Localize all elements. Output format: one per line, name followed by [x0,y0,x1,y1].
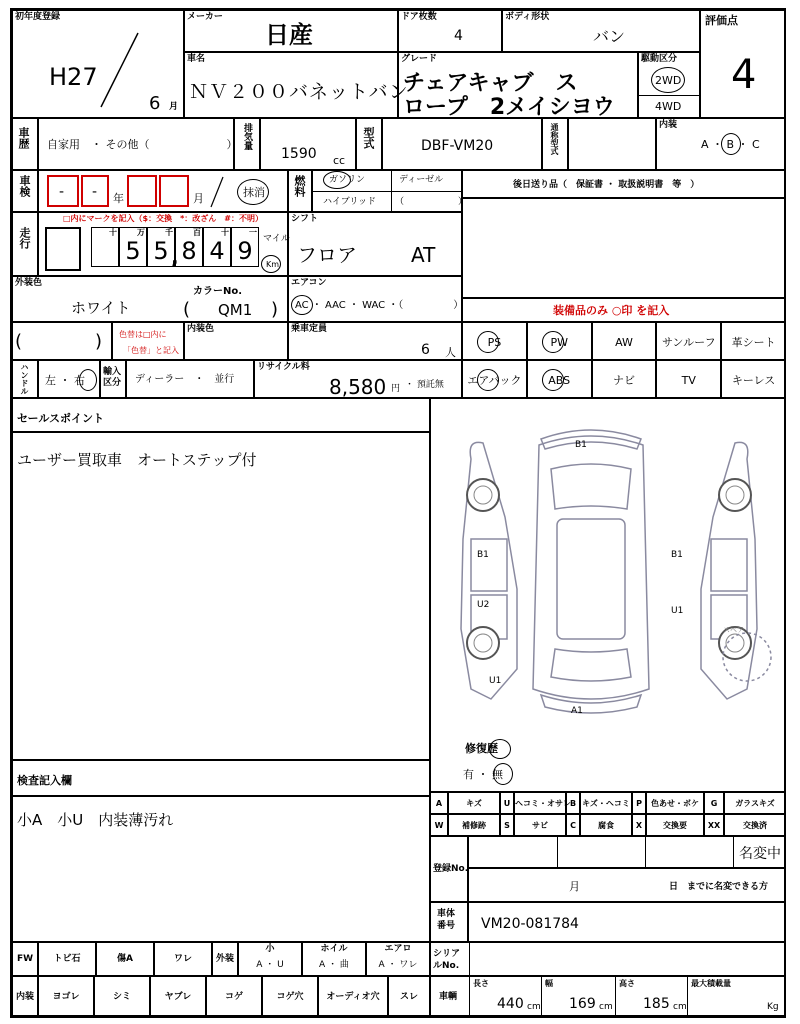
fuel-cell [312,170,468,212]
fuel-diesel: ディーゼル [399,175,444,185]
equipment-label: PS [487,336,502,349]
int-item-text: スレ [399,992,418,1002]
legend-cell [514,792,571,814]
history-cell [38,118,238,170]
notes-text: 小A 小U 内装薄汚れ [17,811,174,829]
mileage-unit-label: 千 [165,228,173,237]
score-cell [700,10,786,118]
equipment-grid [462,322,786,398]
equipment-item [527,322,592,360]
color-note-2: 「色替」と記入 [123,346,179,355]
shift-cell [288,212,462,276]
int-item-text: ヤブレ [164,992,192,1002]
shift-value: フロア [297,243,357,267]
ext-group-value: A ・ 曲 [319,960,349,970]
fw-item [154,942,212,976]
fuel-gasoline: ガソリン [329,175,366,185]
equipment-item [462,322,527,360]
common-model-label: 通称型式 [550,123,559,155]
mileage-first-box [45,227,81,271]
int-item [206,976,262,1016]
mileage-cell [38,212,288,276]
recycle-value: 8,580 [329,375,387,399]
recycle-deposit: ・ 預託無 [405,380,444,390]
legend-cell [704,792,724,814]
int-item-text: コゲ穴 [276,992,304,1002]
int-item [388,976,430,1016]
equipment-label: PW [550,336,568,349]
docs-area [462,198,786,298]
equipment-item [721,322,786,360]
max-load-unit: Kg [767,1002,779,1012]
legend-cell [566,814,580,836]
import-cell [126,360,254,398]
int-item [38,976,94,1016]
repair-label-circle [489,739,511,759]
legend-cell [724,814,786,836]
common-model-label-cell [542,118,568,170]
color-change-note [112,322,184,360]
body-cell [502,10,700,52]
legend-text: 色あせ・ボケ [651,799,699,808]
capacity-cell [288,322,462,360]
color-no-label: カラーNo. [193,286,243,297]
equipment-item [656,360,721,398]
interior-color-label: 内装色 [187,324,215,334]
legend-cell [632,814,646,836]
fw-row [12,942,430,976]
model-label: 型式 [362,127,375,149]
exterior-label: 外装色 [15,278,43,288]
equipment-item [592,322,657,360]
fuel-label: 燃料 [293,175,306,197]
left-front-wheel [467,479,499,511]
model-value: DBF-VM20 [421,138,494,154]
grade-cell [398,52,638,118]
body-value: バン [593,27,626,46]
first-registration-cell [12,10,184,118]
rear-bumper [541,695,641,713]
aircon-label: エアコン [291,278,327,288]
equipment-check-circle [477,369,499,391]
mark-left-quarter: U1 [489,676,502,686]
interior-color-cell [184,322,288,360]
legend-cell [500,814,514,836]
fuel-hybrid: ハイブリッド [323,197,377,207]
int-item [94,976,150,1016]
mileage-digit-box: 5 [119,227,147,267]
damage-legend [430,792,786,836]
drive-label: 駆動区分 [641,54,678,64]
ext-group [238,942,302,976]
fw-label [12,942,38,976]
legend-text: G [710,799,718,808]
fw-item [96,942,154,976]
repair-none-circle [493,763,513,785]
car-top-body [533,436,649,699]
chassis-label: 車体番号 [437,909,456,931]
insp-year-unit: 年 [113,192,124,205]
auction-sheet [10,8,786,1018]
legend-text: S [504,821,510,830]
equipment-title: 装備品のみ ○印 を記入 [553,304,670,317]
reg-no-label-cell [430,836,468,902]
equipment-check-circle [477,331,499,353]
legend-text: A [435,799,443,808]
legend-text: キズ [466,799,482,808]
handle-right-circle [79,369,97,391]
mileage-unit-label: 十 [221,228,229,237]
ext-group [302,942,366,976]
color-no-value: QM1 [218,301,253,319]
int-item [318,976,388,1016]
legend-cell [646,792,704,814]
car-windshield [551,464,631,509]
insp-box-1: - [47,175,79,207]
car-roof [557,519,625,639]
left-door-front [471,539,507,591]
equipment-item [592,360,657,398]
legend-text: 腐食 [598,821,614,830]
equipment-item [721,360,786,398]
legend-text: U [503,799,511,808]
fuel-gas-circle [323,171,351,189]
drive-cell [638,52,700,118]
height-value: 185 [643,996,670,1012]
equipment-item [462,360,527,398]
mileage-digit-box: 5 [147,227,175,267]
capacity-label: 乗車定員 [291,324,328,334]
legend-text: ヘコミ・オサレ [515,799,571,808]
equipment-label: キーレス [731,374,776,387]
fw-item [38,942,96,976]
legend-cell [580,792,632,814]
serial-label: シリアルNo. [433,949,461,971]
left-rear-wheel [467,627,499,659]
sales-label: セールスポイント [17,412,105,425]
docs-cell [462,170,786,198]
legend-text: W [434,821,444,830]
notes-label: 検査記入欄 [17,774,72,787]
inspection-label: 車検 [18,175,31,197]
legend-cell [566,792,580,814]
max-load-label: 最大積載量 [691,979,731,988]
mile-label: マイル [263,234,290,244]
ext-group-value: A ・ ワレ [378,960,418,970]
chassis-label-cell [430,902,468,942]
body-label: ボディ形状 [505,12,550,22]
interior-label: 内装 [659,120,678,130]
interior-grade-cell [656,118,786,170]
insp-expired: 抹消 [243,186,265,199]
car-diagram [431,399,787,793]
legend-cell [500,792,514,814]
deadline-month: 月 [569,880,580,893]
dimensions-label: 車輌 [439,992,458,1002]
length-unit: cm [527,1002,541,1012]
mileage-note: □内にマークを記入（$：交換 *：改ざん #：不明） [63,214,264,223]
notes-label-cell [12,760,430,796]
legend-cell [646,814,704,836]
drive-4wd: 4WD [655,100,682,113]
ext-group-title: ホイル [320,944,348,954]
legend-text: キズ・ヘコミ [582,799,630,808]
color-note-1: 色替は□内に [119,330,167,339]
fw-label-text: FW [16,954,34,964]
import-value: ディーラー ・ 並行 [135,374,235,385]
width-label: 幅 [545,979,553,988]
sales-area [12,432,430,760]
reg-month-unit: 月 [169,102,179,112]
maker-value: 日産 [265,21,313,49]
interior-value: A ・ B ・ C [701,138,760,151]
legend-text: 交換要 [663,821,687,830]
fw-item-text: ワレ [173,954,192,964]
deadline-text: 日 までに名変できる方 [669,882,769,892]
drive-2wd: 2WD [655,74,682,87]
aircon-cell [288,276,462,322]
equipment-title-cell [462,298,786,322]
legend-text: 補修跡 [462,821,486,830]
inspection-label-cell [12,170,38,212]
equipment-label: ナビ [612,374,635,387]
km-circle [261,255,281,273]
common-model-cell [568,118,656,170]
mileage-unit-label: 万 [137,228,145,237]
equipment-check-circle [542,369,564,391]
color-change-box: ( ) [12,322,112,360]
capacity-value: 6 [421,342,430,358]
legend-text: ガラスキズ [735,799,775,808]
int-item [150,976,206,1016]
legend-text: B [569,799,577,808]
km-label: Km [266,260,280,269]
equipment-label: サンルーフ [661,336,716,349]
import-label: 輸入区分 [103,367,122,388]
mark-front: A1 [571,706,583,716]
legend-cell [724,792,786,814]
car-diagram-panel [430,398,786,792]
reg-no-label: 登録No. [433,864,469,874]
doors-value: 4 [454,28,463,44]
reg-month: 6 [149,93,161,114]
sales-label-cell [12,398,430,432]
interior-damage-row [12,976,430,1016]
int-label [12,976,38,1016]
mileage-digit-box: 4 [203,227,231,267]
model-cell [382,118,542,170]
equipment-label: AW [615,336,633,349]
fw-item-text: 傷A [117,954,133,964]
history-value: 自家用 ・ その他（ ） [47,138,238,151]
recycle-cell [254,360,462,398]
first-reg-label: 初年度登録 [15,12,61,22]
mileage-label: 走行 [18,227,31,249]
shift-type: AT [411,243,436,267]
insp-box-4 [159,175,189,207]
maker-cell [184,10,398,52]
docs-text: 後日送り品（ 保証書 ・ 取扱説明書 等 ） [513,180,700,190]
legend-cell [704,814,724,836]
recycle-label: リサイクル料 [257,362,310,372]
legend-cell [430,814,448,836]
ext-label-text: 外装 [215,954,234,964]
width-value: 169 [569,996,596,1012]
legend-text: X [635,821,643,830]
notes-area [12,796,430,942]
spare-label: スペア [723,626,744,634]
int-item [262,976,318,1016]
sales-text: ユーザー買取車 オートステップ付 [17,451,257,469]
legend-cell [448,814,500,836]
legend-text: XX [707,821,721,830]
legend-text: 交換済 [743,821,767,830]
deadline-cell [468,868,786,902]
legend-text: P [636,799,642,808]
mileage-label-cell [12,212,38,276]
exterior-value: ホワイト [71,299,131,317]
int-item-text: オーディオ穴 [326,992,380,1002]
car-name-cell [184,52,409,118]
exterior-color-cell: 外装色 ホワイト カラーNo. ( QM1 ) [12,276,288,322]
equipment-label: ABS [548,374,571,387]
aircon-ac-circle [291,295,313,315]
handle-label: ハンドル [20,363,29,395]
mileage-comma: , [171,245,179,269]
handle-value: 左 ・ 右 [45,374,85,387]
chassis-value: VM20-081784 [481,916,579,932]
mileage-unit-label: 一 [249,228,257,237]
int-label-text: 内装 [15,992,34,1002]
width-unit: cm [599,1002,613,1012]
handle-label-cell [12,360,38,398]
int-item-text: シミ [112,992,131,1002]
displacement-label: 排気量 [242,123,252,150]
int-item-text: コゲ [224,992,243,1002]
length-label: 長さ [473,979,489,988]
grade-label: グレード [401,54,438,64]
right-front-wheel [719,479,751,511]
mark-right-rear-door: U1 [671,606,684,616]
import-label-cell [100,360,126,398]
fuel-label-cell [288,170,312,212]
legend-cell [448,792,500,814]
score-value: 4 [731,52,757,98]
mark-left-front-door: B1 [477,550,489,560]
ext-group-value: A ・ U [256,960,284,970]
displacement-unit: cc [333,154,346,167]
interior-b-circle [721,133,741,155]
insp-box-2: - [81,175,109,207]
equipment-item [527,360,592,398]
legend-cell [514,814,566,836]
car-name-value: ＮＶ２００バネットバン [189,81,409,103]
maker-label: メーカー [187,12,223,22]
capacity-unit: 人 [445,346,456,359]
handle-cell [38,360,100,398]
score-label: 評価点 [705,14,738,27]
doors-cell [398,10,502,52]
legend-cell [632,792,646,814]
equipment-item [656,322,721,360]
length-value: 440 [497,996,524,1012]
mark-rear: B1 [575,440,587,450]
equipment-label: エアバック [467,374,522,387]
displacement-label-cell [234,118,260,170]
grade-line1: チェアキャブ ス [403,71,578,96]
model-label-cell [356,118,382,170]
history-label-cell [12,118,38,170]
equipment-label: 革シート [731,336,776,349]
int-item-text: ヨゴレ [52,992,80,1002]
shift-label: シフト [291,214,319,224]
mileage-unit-label: 百 [193,228,201,237]
displacement-value: 1590 [281,146,317,162]
legend-cell [580,814,632,836]
mark-left-rear-door: U2 [477,600,490,610]
height-unit: cm [673,1002,687,1012]
recycle-unit: 円 [391,384,401,394]
history-label: 車歴 [17,127,30,149]
doors-label: ドア枚数 [401,12,437,22]
reg-year: H27 [49,63,98,91]
fw-item-text: トビ石 [53,954,81,964]
equipment-check-circle [542,331,564,353]
car-name-label: 車名 [187,54,206,64]
equipment-label: TV [681,374,696,387]
insp-expired-circle [237,179,269,205]
insp-month-unit: 月 [193,192,204,205]
right-door-front [711,539,747,591]
reg-no-cell [468,836,786,868]
slash-mark [93,29,143,111]
aircon-value: AC ・ AAC ・ WAC ・（ ） [295,300,464,311]
insp-box-3 [127,175,157,207]
ext-group [366,942,430,976]
mileage-digit-box: 8 [175,227,203,267]
insp-slash [207,175,227,209]
repair-label: 修復歴 [465,742,498,755]
serial-cell [430,942,786,976]
car-rear-window [551,649,631,681]
inspection-cell [38,170,288,212]
grade-line2: ロープ 2メイシヨウ [403,95,615,120]
name-change: 名変中 [739,846,781,862]
legend-text: サビ [532,821,548,830]
legend-cell [430,792,448,814]
mileage-digit-box: 9 [231,227,259,267]
ext-group-title: 小 [265,944,275,954]
displacement-cell [260,118,356,170]
repair-value: 有 ・ 無 [463,768,503,781]
height-label: 高さ [619,979,635,988]
chassis-cell [468,902,786,942]
ext-label [212,942,238,976]
mark-right-front-door: B1 [671,550,683,560]
fuel-other: （ ） [395,197,468,207]
legend-text: C [570,821,576,830]
dimensions-cell [430,976,786,1016]
drive-2wd-circle [651,67,685,93]
ext-group-title: エアロ [384,944,412,954]
mileage-unit-label: 十 [109,228,117,237]
